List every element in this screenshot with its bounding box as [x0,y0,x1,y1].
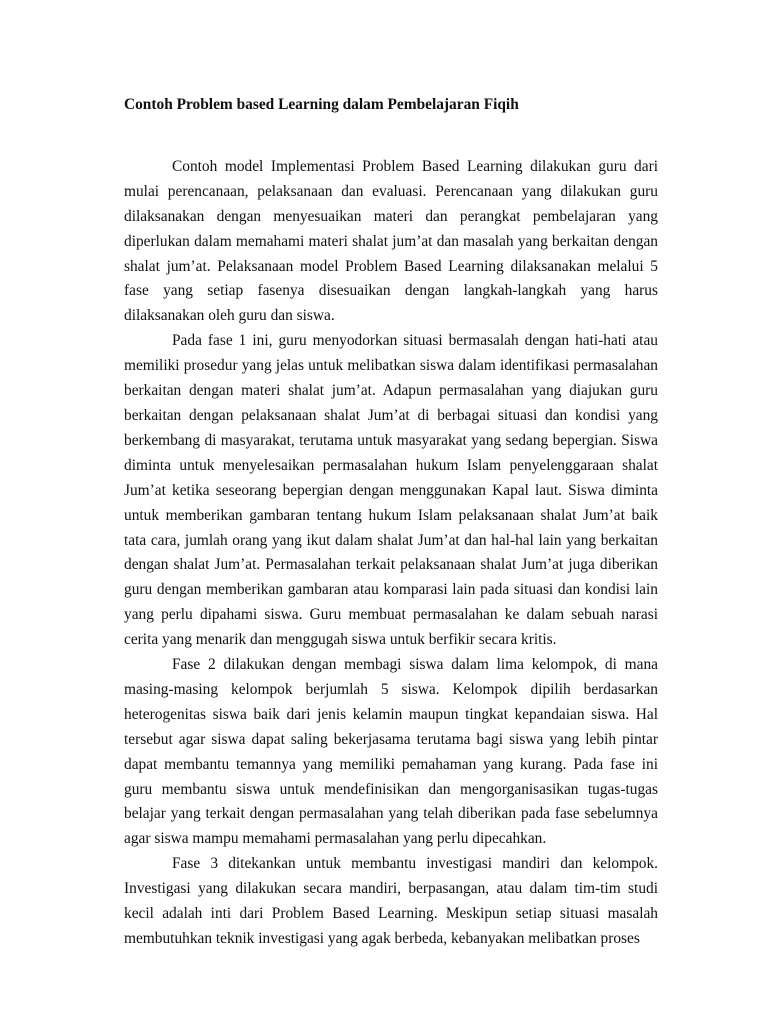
paragraph-intro: Contoh model Implementasi Problem Based Learning dilakukan guru dari mulai perencanaan, pelaksanaan dan evaluasi. Perencanaan yang dilakukan guru dilaksanakan dengan menyesuaikan materi dan perangkat pembelajaran yang diperlukan dalam memahami materi shalat jum’at dan masalah yang berkaitan dengan shalat jum’at. Pelaksanaan model Problem Based Learning dilaksanakan melalui 5 fase yang setiap fasenya disesuaikan dengan langkah-langkah yang harus dilaksanakan oleh guru dan siswa. [124,157,658,325]
paragraph-phase-2: Fase 2 dilakukan dengan membagi siswa dalam lima kelompok, di mana masing-masing kelompok berjumlah 5 siswa. Kelompok dipilih berdasarkan heterogenitas siswa baik dari jenis kelamin maupun tingkat kepandaian siswa. Hal tersebut agar siswa dapat saling bekerjasama terutama bagi siswa yang lebih pintar dapat membantu temannya yang memiliki pemahaman yang kurang. Pada fase ini guru membantu siswa untuk mendefinisikan dan mengorganisasikan tugas-tugas belajar yang terkait dengan permasalahan yang telah diberikan pada fase sebelumnya agar siswa mampu memahami permasalahan yang perlu dipecahkan. [124,656,658,848]
paragraph-phase-3: Fase 3 ditekankan untuk membantu investigasi mandiri dan kelompok. Investigasi yang dilakukan secara mandiri, berpasangan, atau dalam tim-tim studi kecil adalah inti dari Problem Based Learning. Meskipun setiap situasi masalah membutuhkan teknik investigasi yang agak berbeda, kebanyakan melibatkan proses [124,855,658,947]
paragraph-phase-1: Pada fase 1 ini, guru menyodorkan situasi bermasalah dengan hati-hati atau memiliki prosedur yang jelas untuk melibatkan siswa dalam identifikasi permasalahan berkaitan dengan materi shalat jum’at. Adapun permasalahan yang diajukan guru berkaitan dengan pelaksanaan shalat Jum’at di berbagai situasi dan kondisi yang berkembang di masyarakat, terutama untuk masyarakat yang sedang bepergian. Siswa diminta untuk menyelesaikan permasalahan hukum Islam penyelenggaraan shalat Jum’at ketika seseorang bepergian dengan menggunakan Kapal laut. Siswa diminta untuk memberikan gambaran tentang hukum Islam pelaksanaan shalat Jum’at baik tata cara, jumlah orang yang ikut dalam shalat Jum’at dan hal-hal lain yang berkaitan dengan shalat Jum’at. Permasalahan terkait pelaksanaan shalat Jum’at juga diberikan guru dengan memberikan gambaran atau komparasi lain pada situasi dan kondisi lain yang perlu dipahami siswa. Guru membuat permasalahan ke dalam sebuah narasi cerita yang menarik dan menggugah siswa untuk berfikir secara kritis. [124,332,658,649]
document-page [124,93,658,952]
document-title: Contoh Problem based Learning dalam Pembelajaran Fiqih [124,96,519,113]
